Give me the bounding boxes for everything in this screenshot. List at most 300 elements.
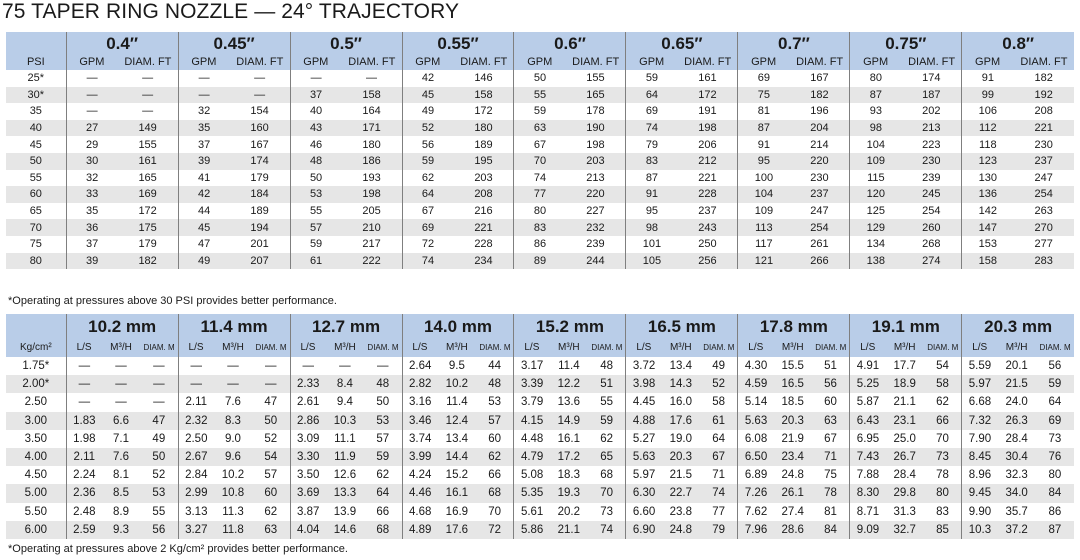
value-cell: 6.90: [626, 521, 662, 539]
value-cell: 86: [1048, 505, 1062, 518]
value-cell: 5.25: [850, 375, 886, 393]
value-cell: 26.7: [886, 448, 924, 466]
value-cell: 158: [962, 253, 1014, 270]
value-cell: 154: [250, 105, 269, 118]
row-label-cell: 45: [29, 138, 42, 151]
value-cell: 53: [140, 484, 178, 502]
value-cell: 129: [850, 219, 902, 236]
table-row: [6, 120, 1074, 137]
value-cell: 32.7: [886, 521, 924, 539]
value-cell: 53: [488, 396, 502, 409]
value-cell: 59: [588, 412, 626, 430]
unit-header: DIAM. M: [364, 337, 402, 357]
nozzle-size-header: 19.1 mm: [850, 314, 962, 337]
value-cell: 18.3: [557, 469, 581, 482]
value-cell: 5.59: [962, 357, 998, 375]
value-cell: 58: [924, 375, 962, 393]
value-cell: 9.09: [850, 521, 886, 539]
nozzle-size-header: 0.65″: [626, 32, 738, 54]
value-cell: 270: [1013, 219, 1074, 236]
value-cell: 21.1: [550, 521, 588, 539]
value-cell: 6.60: [626, 503, 662, 521]
value-cell: —: [66, 103, 118, 120]
value-cell: 5.97: [626, 466, 662, 484]
value-cell: 9.0: [224, 432, 241, 445]
value-cell: 13.4: [445, 432, 469, 445]
value-cell: —: [66, 357, 102, 375]
unit-header: GPM: [178, 54, 230, 70]
value-cell: 263: [1034, 205, 1053, 218]
value-cell: 73: [600, 505, 614, 518]
value-cell: 35.7: [1005, 505, 1028, 518]
value-cell: 39: [178, 153, 230, 170]
value-cell: 66: [376, 505, 390, 518]
unit-header: DIAM. M: [812, 337, 850, 357]
value-cell: 89: [514, 253, 566, 270]
value-cell: 71: [812, 448, 850, 466]
value-cell: 8.4: [326, 375, 364, 393]
value-cell: 172: [138, 205, 157, 218]
value-cell: 63: [812, 412, 850, 430]
value-cell: 59: [514, 103, 566, 120]
value-cell: 167: [250, 138, 269, 151]
table-row: [6, 236, 1074, 253]
value-cell: 56: [1048, 360, 1062, 373]
value-cell: 24.0: [1005, 396, 1028, 409]
value-cell: 6.68: [962, 393, 998, 411]
value-cell: 239: [586, 238, 605, 251]
value-cell: 9.3: [102, 521, 140, 539]
value-cell: 79: [700, 521, 738, 539]
unit-header: GPM: [514, 54, 566, 70]
value-cell: 179: [138, 238, 157, 251]
value-cell: 15.5: [781, 360, 804, 373]
value-cell: 48: [290, 153, 342, 170]
value-cell: 79: [626, 136, 678, 153]
value-cell: 44: [488, 360, 502, 373]
table-row: [6, 136, 1074, 153]
value-cell: —: [118, 87, 178, 104]
table-row: [6, 393, 1074, 411]
value-cell: 34.0: [998, 484, 1036, 502]
value-cell: 53: [364, 412, 402, 430]
value-cell: —: [376, 360, 389, 373]
value-cell: 15.2: [445, 469, 469, 482]
unit-header: M³/H: [998, 337, 1036, 357]
unit-header: M³/H: [550, 337, 588, 357]
value-cell: 37: [290, 87, 342, 104]
value-cell: 214: [810, 138, 829, 151]
value-cell: 147: [962, 219, 1014, 236]
value-cell: 67: [402, 203, 454, 220]
value-cell: 182: [1034, 72, 1053, 85]
value-cell: 14.6: [326, 521, 364, 539]
value-cell: 80: [1048, 469, 1062, 482]
value-cell: 19.3: [550, 484, 588, 502]
value-cell: 83: [514, 219, 566, 236]
value-cell: 32: [66, 170, 118, 187]
row-unit-header: PSI: [6, 54, 66, 70]
value-cell: 86: [514, 236, 566, 253]
value-cell: —: [115, 360, 127, 373]
value-cell: 8.96: [962, 466, 998, 484]
value-cell: 7.88: [850, 466, 886, 484]
value-cell: 50: [140, 448, 178, 466]
value-cell: 63: [514, 120, 566, 137]
row-label-cell: 2.00*: [6, 375, 66, 393]
value-cell: 134: [850, 236, 902, 253]
value-cell: 174: [230, 153, 290, 170]
value-cell: 244: [565, 253, 625, 270]
value-cell: —: [214, 375, 252, 393]
value-cell: 29.8: [886, 484, 924, 502]
nozzle-size-header: 10.2 mm: [66, 314, 178, 337]
value-cell: 62: [376, 469, 390, 482]
value-cell: 190: [565, 120, 625, 137]
value-cell: 4.48: [514, 430, 550, 448]
value-cell: 5.35: [514, 484, 550, 502]
value-cell: 7.32: [962, 412, 998, 430]
value-cell: 95: [626, 203, 678, 220]
value-cell: 30.4: [998, 448, 1036, 466]
value-cell: 9.90: [962, 503, 998, 521]
value-cell: 4.46: [402, 484, 438, 502]
table-row: [6, 170, 1074, 187]
value-cell: 228: [474, 238, 493, 251]
value-cell: 13.9: [333, 505, 357, 518]
value-cell: 192: [1013, 87, 1074, 104]
value-cell: 58: [712, 396, 725, 409]
unit-header: DIAM. M: [588, 337, 626, 357]
value-cell: —: [178, 70, 230, 87]
value-cell: 206: [698, 138, 717, 151]
value-cell: 71: [712, 469, 725, 482]
value-cell: 57: [290, 219, 342, 236]
value-cell: 175: [118, 219, 178, 236]
value-cell: 62: [600, 432, 614, 445]
value-cell: 161: [118, 153, 178, 170]
value-cell: 85: [924, 521, 962, 539]
value-cell: 16.0: [669, 396, 692, 409]
value-cell: 178: [586, 105, 605, 118]
value-cell: 5.63: [626, 448, 662, 466]
value-cell: 101: [626, 236, 678, 253]
value-cell: 70: [588, 484, 626, 502]
value-cell: 35: [178, 120, 230, 137]
value-cell: 37: [66, 236, 118, 253]
value-cell: 54: [936, 360, 949, 373]
value-cell: 20.1: [1005, 360, 1028, 373]
value-cell: 52: [152, 469, 166, 482]
value-cell: 180: [362, 138, 381, 151]
value-cell: 20.3: [774, 412, 812, 430]
unit-header: M³/H: [438, 337, 476, 357]
value-cell: 256: [677, 253, 737, 270]
value-cell: 74: [700, 484, 738, 502]
value-cell: 3.46: [402, 412, 438, 430]
value-cell: 11.9: [326, 448, 364, 466]
value-cell: 64: [626, 87, 678, 104]
value-cell: 169: [118, 186, 178, 203]
value-cell: 57: [476, 412, 514, 430]
value-cell: 277: [1034, 238, 1053, 251]
value-cell: 8.9: [113, 505, 130, 518]
value-cell: 18.9: [886, 375, 924, 393]
value-cell: 123: [962, 153, 1014, 170]
value-cell: 53: [290, 186, 342, 203]
value-cell: 2.82: [402, 375, 438, 393]
unit-header: L/S: [178, 337, 214, 357]
value-cell: 27: [66, 120, 118, 137]
value-cell: 14.4: [438, 448, 476, 466]
unit-header: DIAM. FT: [1013, 54, 1074, 70]
nozzle-size-header: 0.45″: [178, 32, 290, 54]
unit-header: GPM: [962, 54, 1014, 70]
value-cell: 66: [924, 412, 962, 430]
value-cell: —: [66, 87, 118, 104]
value-cell: 261: [810, 238, 829, 251]
value-cell: 20.2: [557, 505, 581, 518]
value-cell: 2.11: [66, 448, 102, 466]
value-cell: 115: [850, 170, 902, 187]
value-cell: 100: [738, 170, 790, 187]
value-cell: 19.0: [669, 432, 692, 445]
value-cell: 47: [140, 412, 178, 430]
unit-header: DIAM. FT: [901, 54, 961, 70]
value-cell: 184: [230, 186, 290, 203]
value-cell: 3.99: [402, 448, 438, 466]
value-cell: 57: [376, 432, 390, 445]
value-cell: 69: [626, 103, 678, 120]
value-cell: 6.08: [738, 430, 774, 448]
value-cell: 260: [901, 219, 961, 236]
value-cell: 8.3: [214, 412, 252, 430]
value-cell: 205: [362, 205, 381, 218]
nozzle-size-header: 0.55″: [402, 32, 514, 54]
value-cell: 268: [922, 238, 941, 251]
value-cell: 7.6: [224, 396, 241, 409]
value-cell: 14.3: [662, 375, 700, 393]
value-cell: 4.79: [514, 448, 550, 466]
table-row: [6, 103, 1074, 120]
value-cell: 37.2: [998, 521, 1036, 539]
unit-header: GPM: [66, 54, 118, 70]
value-cell: 67: [824, 432, 837, 445]
unit-header: M³/H: [326, 337, 364, 357]
value-cell: 12.6: [333, 469, 357, 482]
value-cell: 72: [476, 521, 514, 539]
value-cell: 10.3: [962, 521, 998, 539]
value-cell: 21.5: [669, 469, 692, 482]
value-cell: 50: [514, 70, 566, 87]
value-cell: 155: [138, 138, 157, 151]
value-cell: 217: [362, 238, 381, 251]
value-cell: 63: [252, 521, 290, 539]
value-cell: 7.96: [738, 521, 774, 539]
row-label-cell: 6.00: [6, 521, 66, 539]
value-cell: 57: [264, 469, 278, 482]
value-cell: 232: [565, 219, 625, 236]
value-cell: 247: [810, 205, 829, 218]
value-cell: 198: [586, 138, 605, 151]
value-cell: 56: [812, 375, 850, 393]
row-label-cell: 30*: [6, 87, 66, 104]
value-cell: 3.50: [290, 466, 326, 484]
value-cell: 49: [712, 360, 725, 373]
table-row: [6, 357, 1074, 375]
unit-header: DIAM. M: [252, 337, 290, 357]
value-cell: 4.68: [402, 503, 438, 521]
value-cell: 138: [850, 253, 902, 270]
value-cell: 68: [600, 469, 614, 482]
value-cell: 49: [402, 103, 454, 120]
value-cell: 47: [264, 396, 278, 409]
row-label-cell: 25*: [27, 72, 45, 85]
value-cell: 109: [738, 203, 790, 220]
value-cell: 208: [1034, 105, 1053, 118]
value-cell: 4.24: [402, 466, 438, 484]
value-cell: 50: [376, 396, 390, 409]
table-row: [6, 253, 1074, 270]
unit-header: M³/H: [662, 337, 700, 357]
value-cell: 247: [1034, 171, 1053, 184]
unit-header: GPM: [290, 54, 342, 70]
value-cell: 186: [342, 153, 402, 170]
value-cell: 254: [1013, 186, 1074, 203]
value-cell: 5.27: [626, 430, 662, 448]
value-cell: 182: [118, 253, 178, 270]
value-cell: —: [178, 87, 230, 104]
value-cell: 202: [922, 105, 941, 118]
value-cell: 3.13: [178, 503, 214, 521]
value-cell: 5.97: [962, 375, 998, 393]
value-cell: 4.30: [738, 357, 774, 375]
unit-header: DIAM. FT: [677, 54, 737, 70]
value-cell: 160: [230, 120, 290, 137]
value-cell: 11.3: [222, 505, 244, 518]
unit-header: L/S: [738, 337, 774, 357]
value-cell: 172: [474, 105, 493, 118]
value-cell: 33: [66, 186, 118, 203]
value-cell: 130: [962, 170, 1014, 187]
unit-header: GPM: [626, 54, 678, 70]
value-cell: —: [140, 375, 178, 393]
value-cell: 21.9: [781, 432, 804, 445]
value-cell: 187: [901, 87, 961, 104]
value-cell: 59: [402, 153, 454, 170]
value-cell: —: [66, 393, 102, 411]
value-cell: 5.63: [738, 412, 774, 430]
row-label-cell: 40: [6, 120, 66, 137]
value-cell: 95: [738, 153, 790, 170]
row-label-cell: 35: [29, 105, 42, 118]
value-cell: 228: [677, 186, 737, 203]
value-cell: 164: [362, 105, 381, 118]
value-cell: 3.39: [514, 375, 550, 393]
value-cell: 237: [698, 205, 717, 218]
value-cell: 3.30: [290, 448, 326, 466]
value-cell: 80: [514, 203, 566, 220]
unit-header: L/S: [514, 337, 550, 357]
value-cell: 7.26: [738, 484, 774, 502]
value-cell: 42: [178, 186, 230, 203]
value-cell: 80: [850, 70, 902, 87]
value-cell: 41: [178, 170, 230, 187]
value-cell: 6.6: [102, 412, 140, 430]
value-cell: 59: [364, 448, 402, 466]
value-cell: 16.1: [557, 432, 581, 445]
value-cell: 3.69: [290, 484, 326, 502]
value-cell: 44: [178, 203, 230, 220]
value-cell: 68: [364, 521, 402, 539]
value-cell: 106: [962, 103, 1014, 120]
value-cell: 117: [738, 236, 790, 253]
value-cell: 2.36: [66, 484, 102, 502]
value-cell: 120: [850, 186, 902, 203]
value-cell: 87: [626, 170, 678, 187]
value-cell: 29: [66, 136, 118, 153]
unit-header: L/S: [962, 337, 998, 357]
row-label-cell: 1.75*: [22, 360, 50, 373]
value-cell: 83: [626, 153, 678, 170]
value-cell: 113: [738, 219, 790, 236]
value-cell: 4.59: [738, 375, 774, 393]
unit-header: M³/H: [214, 337, 252, 357]
value-cell: 3.17: [514, 357, 550, 375]
value-cell: 2.33: [290, 375, 326, 393]
value-cell: 9.4: [336, 396, 353, 409]
value-cell: 182: [789, 87, 849, 104]
value-cell: 8.5: [102, 484, 140, 502]
value-cell: 74: [514, 170, 566, 187]
row-label-cell: 3.50: [24, 432, 48, 445]
value-cell: 43: [290, 120, 342, 137]
value-cell: 6.43: [850, 412, 886, 430]
value-cell: 25.0: [893, 432, 916, 445]
value-cell: 56: [140, 521, 178, 539]
value-cell: 21.1: [893, 396, 916, 409]
table-row: [6, 430, 1074, 448]
value-cell: 10.3: [326, 412, 364, 430]
nozzle-size-header: 0.7″: [738, 32, 850, 54]
value-cell: 4.89: [402, 521, 438, 539]
value-cell: 46: [290, 136, 342, 153]
value-cell: 237: [1013, 153, 1074, 170]
row-label-cell: 80: [6, 253, 66, 270]
value-cell: —: [230, 87, 290, 104]
value-cell: 204: [789, 120, 849, 137]
value-cell: 59: [290, 236, 342, 253]
value-cell: 32: [178, 103, 230, 120]
value-cell: 8.1: [113, 469, 130, 482]
value-cell: 3.98: [626, 375, 662, 393]
value-cell: —: [178, 357, 214, 375]
value-cell: 11.1: [334, 432, 356, 445]
value-cell: 230: [1034, 138, 1053, 151]
value-cell: 45: [178, 219, 230, 236]
value-cell: 210: [342, 219, 402, 236]
value-cell: 5.87: [850, 393, 886, 411]
nozzle-size-header: 14.0 mm: [402, 314, 514, 337]
value-cell: 201: [250, 238, 269, 251]
value-cell: 67: [514, 136, 566, 153]
value-cell: 10.8: [214, 484, 252, 502]
value-cell: 2.24: [66, 466, 102, 484]
value-cell: 212: [677, 153, 737, 170]
value-cell: —: [252, 375, 290, 393]
metric-performance-table: [6, 314, 1074, 539]
value-cell: 87: [850, 87, 902, 104]
